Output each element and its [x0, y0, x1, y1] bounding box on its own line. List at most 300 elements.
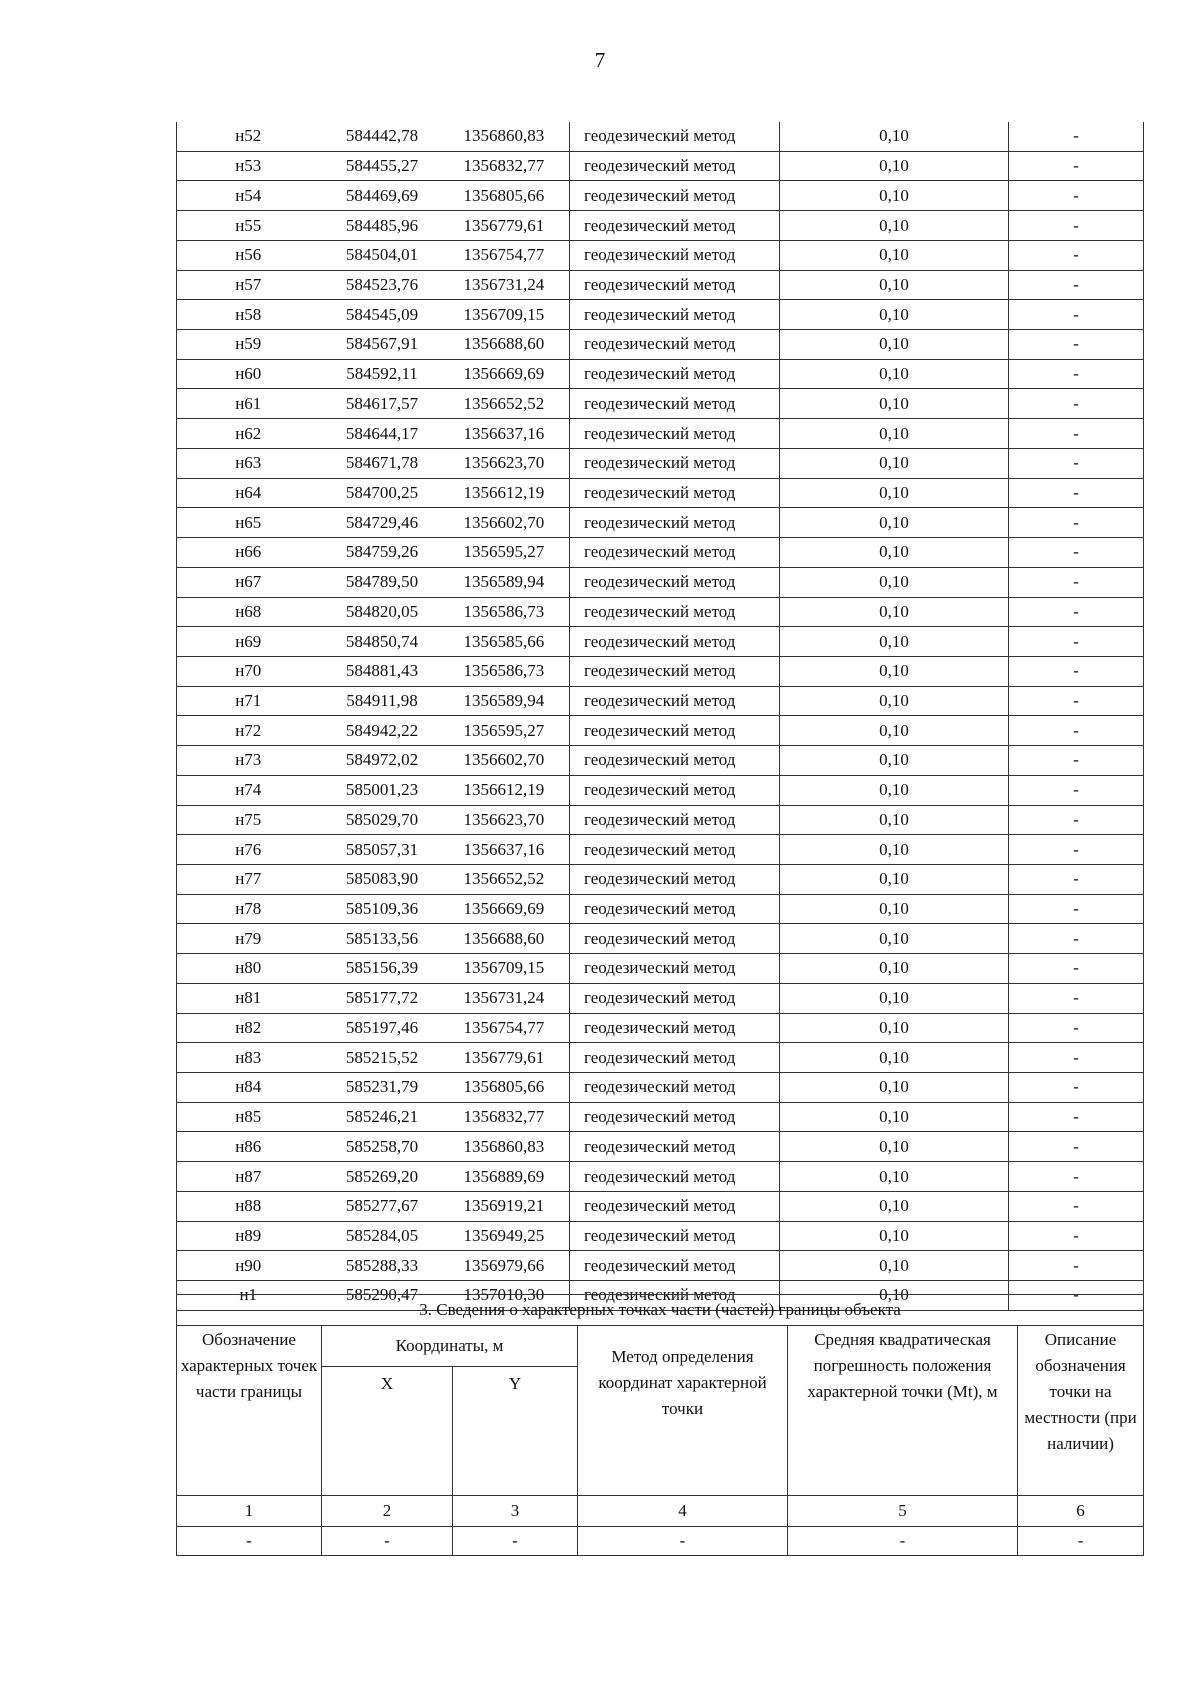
point-name: н58 — [177, 300, 320, 330]
table-row — [177, 864, 1144, 894]
description: - — [1009, 864, 1144, 894]
coord-x: 585177,72 — [320, 983, 445, 1013]
point-name: н64 — [177, 478, 320, 508]
error-mt: 0,10 — [780, 389, 1009, 419]
error-mt: 0,10 — [780, 122, 1009, 151]
coord-y: 1356602,70 — [445, 746, 570, 776]
table-row — [177, 1102, 1144, 1132]
table-row — [177, 716, 1144, 746]
method: геодезический метод — [570, 1162, 780, 1192]
description: - — [1009, 1102, 1144, 1132]
coord-y: 1356754,77 — [445, 240, 570, 270]
coord-y: 1356731,24 — [445, 270, 570, 300]
coord-y: 1356754,77 — [445, 1013, 570, 1043]
coord-x: 585133,56 — [320, 924, 445, 954]
coord-y: 1357010,30 — [445, 1281, 570, 1311]
point-name: н86 — [177, 1132, 320, 1162]
error-mt: 0,10 — [780, 805, 1009, 835]
point-name: н1 — [177, 1281, 320, 1311]
coord-x: 585156,39 — [320, 954, 445, 984]
description: - — [1009, 270, 1144, 300]
coord-y: 1356589,94 — [445, 567, 570, 597]
description: - — [1009, 1132, 1144, 1162]
description: - — [1009, 211, 1144, 241]
method: геодезический метод — [570, 211, 780, 241]
coord-y: 1356889,69 — [445, 1162, 570, 1192]
description: - — [1009, 538, 1144, 568]
table-row — [177, 330, 1144, 360]
point-name: н52 — [177, 122, 320, 151]
coord-y: 1356669,69 — [445, 359, 570, 389]
error-mt: 0,10 — [780, 1191, 1009, 1221]
coord-x: 585290,47 — [320, 1281, 445, 1311]
coordinates-table — [176, 122, 1144, 1311]
method: геодезический метод — [570, 1132, 780, 1162]
error-mt: 0,10 — [780, 567, 1009, 597]
description: - — [1009, 359, 1144, 389]
description: - — [1009, 924, 1144, 954]
coord-y: 1356585,66 — [445, 627, 570, 657]
method: геодезический метод — [570, 270, 780, 300]
column-number: 1 — [177, 1496, 322, 1527]
coord-x: 585197,46 — [320, 1013, 445, 1043]
coord-x: 584442,78 — [320, 122, 445, 151]
error-mt: 0,10 — [780, 894, 1009, 924]
method: геодезический метод — [570, 716, 780, 746]
point-name: н78 — [177, 894, 320, 924]
coord-x: 584455,27 — [320, 151, 445, 181]
coord-y: 1356612,19 — [445, 775, 570, 805]
coord-x: 585109,36 — [320, 894, 445, 924]
header-y: Y — [453, 1367, 578, 1496]
point-name: н84 — [177, 1073, 320, 1103]
coord-x: 584759,26 — [320, 538, 445, 568]
method: геодезический метод — [570, 300, 780, 330]
coord-x: 584700,25 — [320, 478, 445, 508]
method: геодезический метод — [570, 1251, 780, 1281]
coord-y: 1356595,27 — [445, 538, 570, 568]
empty-cell: - — [177, 1527, 322, 1556]
error-mt: 0,10 — [780, 538, 1009, 568]
empty-cell: - — [1018, 1527, 1144, 1556]
coord-y: 1356589,94 — [445, 686, 570, 716]
table-row — [177, 240, 1144, 270]
point-name: н81 — [177, 983, 320, 1013]
description: - — [1009, 122, 1144, 151]
coord-y: 1356949,25 — [445, 1221, 570, 1251]
description: - — [1009, 567, 1144, 597]
coord-x: 584729,46 — [320, 508, 445, 538]
coord-x: 584617,57 — [320, 389, 445, 419]
error-mt: 0,10 — [780, 775, 1009, 805]
coord-y: 1356919,21 — [445, 1191, 570, 1221]
table-row — [177, 894, 1144, 924]
method: геодезический метод — [570, 864, 780, 894]
coord-x: 584942,22 — [320, 716, 445, 746]
error-mt: 0,10 — [780, 419, 1009, 449]
coord-y: 1356688,60 — [445, 924, 570, 954]
table-row — [177, 151, 1144, 181]
point-name: н56 — [177, 240, 320, 270]
point-name: н66 — [177, 538, 320, 568]
point-name: н77 — [177, 864, 320, 894]
error-mt: 0,10 — [780, 330, 1009, 360]
coord-y: 1356652,52 — [445, 389, 570, 419]
empty-cell: - — [322, 1527, 453, 1556]
error-mt: 0,10 — [780, 1221, 1009, 1251]
table-row — [177, 1251, 1144, 1281]
method: геодезический метод — [570, 448, 780, 478]
coord-y: 1356623,70 — [445, 805, 570, 835]
method: геодезический метод — [570, 181, 780, 211]
error-mt: 0,10 — [780, 151, 1009, 181]
error-mt: 0,10 — [780, 983, 1009, 1013]
empty-cell: - — [578, 1527, 788, 1556]
method: геодезический метод — [570, 1013, 780, 1043]
point-name: н53 — [177, 151, 320, 181]
coord-x: 585083,90 — [320, 864, 445, 894]
coord-y: 1356669,69 — [445, 894, 570, 924]
coord-y: 1356832,77 — [445, 1102, 570, 1132]
coord-x: 584504,01 — [320, 240, 445, 270]
coord-x: 584850,74 — [320, 627, 445, 657]
point-name: н85 — [177, 1102, 320, 1132]
point-name: н75 — [177, 805, 320, 835]
method: геодезический метод — [570, 567, 780, 597]
table-row — [177, 448, 1144, 478]
description: - — [1009, 835, 1144, 865]
coord-y: 1356637,16 — [445, 835, 570, 865]
error-mt: 0,10 — [780, 448, 1009, 478]
error-mt: 0,10 — [780, 270, 1009, 300]
description: - — [1009, 1162, 1144, 1192]
description: - — [1009, 775, 1144, 805]
point-name: н79 — [177, 924, 320, 954]
coord-x: 584523,76 — [320, 270, 445, 300]
table-row — [177, 686, 1144, 716]
description: - — [1009, 954, 1144, 984]
coord-y: 1356709,15 — [445, 300, 570, 330]
point-name: н62 — [177, 419, 320, 449]
description: - — [1009, 597, 1144, 627]
coord-x: 584469,69 — [320, 181, 445, 211]
error-mt: 0,10 — [780, 864, 1009, 894]
coord-x: 584485,96 — [320, 211, 445, 241]
point-name: н61 — [177, 389, 320, 419]
table-row — [177, 300, 1144, 330]
header-x: X — [322, 1367, 453, 1496]
table-row — [177, 627, 1144, 657]
method: геодезический метод — [570, 389, 780, 419]
error-mt: 0,10 — [780, 1013, 1009, 1043]
coord-x: 585215,52 — [320, 1043, 445, 1073]
table-row — [177, 359, 1144, 389]
coord-x: 585001,23 — [320, 775, 445, 805]
coord-x: 585029,70 — [320, 805, 445, 835]
method: геодезический метод — [570, 1043, 780, 1073]
coord-y: 1356586,73 — [445, 597, 570, 627]
method: геодезический метод — [570, 924, 780, 954]
coord-y: 1356586,73 — [445, 656, 570, 686]
error-mt: 0,10 — [780, 1132, 1009, 1162]
error-mt: 0,10 — [780, 686, 1009, 716]
table-row — [177, 1043, 1144, 1073]
column-number: 4 — [578, 1496, 788, 1527]
table-row — [177, 1162, 1144, 1192]
coord-x: 585057,31 — [320, 835, 445, 865]
table-row — [177, 805, 1144, 835]
point-name: н68 — [177, 597, 320, 627]
error-mt: 0,10 — [780, 300, 1009, 330]
header-description: Описание обозначения точки на местности (при наличии) — [1018, 1326, 1144, 1496]
description: - — [1009, 508, 1144, 538]
coord-y: 1356595,27 — [445, 716, 570, 746]
table-row — [177, 1191, 1144, 1221]
section3-title: 3. Сведения о характерных точках части (частей) границы объекта — [177, 1295, 1144, 1326]
table-row — [177, 538, 1144, 568]
table-row — [177, 1221, 1144, 1251]
method: геодезический метод — [570, 686, 780, 716]
description: - — [1009, 656, 1144, 686]
point-name: н80 — [177, 954, 320, 984]
description: - — [1009, 330, 1144, 360]
coord-y: 1356779,61 — [445, 1043, 570, 1073]
method: геодезический метод — [570, 1102, 780, 1132]
description: - — [1009, 300, 1144, 330]
description: - — [1009, 1073, 1144, 1103]
coord-x: 584911,98 — [320, 686, 445, 716]
coord-y: 1356731,24 — [445, 983, 570, 1013]
method: геодезический метод — [570, 775, 780, 805]
coord-x: 584567,91 — [320, 330, 445, 360]
method: геодезический метод — [570, 478, 780, 508]
section3-table — [176, 1294, 1144, 1556]
coord-y: 1356979,66 — [445, 1251, 570, 1281]
point-name: н71 — [177, 686, 320, 716]
table-row — [177, 1132, 1144, 1162]
table-row — [177, 1013, 1144, 1043]
description: - — [1009, 894, 1144, 924]
header-error: Средняя квадратическая погрешность положения характерной точки (Mt), м — [788, 1326, 1018, 1496]
method: геодезический метод — [570, 330, 780, 360]
coord-y: 1356805,66 — [445, 181, 570, 211]
header-coordinates: Координаты, м — [322, 1326, 578, 1367]
error-mt: 0,10 — [780, 240, 1009, 270]
description: - — [1009, 151, 1144, 181]
table-row — [177, 508, 1144, 538]
method: геодезический метод — [570, 1221, 780, 1251]
coord-y: 1356779,61 — [445, 211, 570, 241]
error-mt: 0,10 — [780, 716, 1009, 746]
description: - — [1009, 805, 1144, 835]
header-designation: Обозначение характерных точек части границы — [177, 1326, 322, 1496]
description: - — [1009, 181, 1144, 211]
error-mt: 0,10 — [780, 181, 1009, 211]
coord-y: 1356805,66 — [445, 1073, 570, 1103]
error-mt: 0,10 — [780, 627, 1009, 657]
description: - — [1009, 1221, 1144, 1251]
method: геодезический метод — [570, 656, 780, 686]
empty-cell: - — [788, 1527, 1018, 1556]
point-name: н88 — [177, 1191, 320, 1221]
coord-x: 585231,79 — [320, 1073, 445, 1103]
error-mt: 0,10 — [780, 1251, 1009, 1281]
coord-y: 1356688,60 — [445, 330, 570, 360]
method: геодезический метод — [570, 835, 780, 865]
point-name: н59 — [177, 330, 320, 360]
column-number: 5 — [788, 1496, 1018, 1527]
description: - — [1009, 716, 1144, 746]
coord-y: 1356860,83 — [445, 122, 570, 151]
coord-x: 584644,17 — [320, 419, 445, 449]
error-mt: 0,10 — [780, 1102, 1009, 1132]
method: геодезический метод — [570, 805, 780, 835]
method: геодезический метод — [570, 1191, 780, 1221]
coord-x: 585288,33 — [320, 1251, 445, 1281]
description: - — [1009, 1281, 1144, 1311]
table-row — [177, 181, 1144, 211]
table-row — [177, 1073, 1144, 1103]
point-name: н57 — [177, 270, 320, 300]
method: геодезический метод — [570, 359, 780, 389]
method: геодезический метод — [570, 746, 780, 776]
point-name: н65 — [177, 508, 320, 538]
point-name: н63 — [177, 448, 320, 478]
table-row — [177, 597, 1144, 627]
error-mt: 0,10 — [780, 924, 1009, 954]
point-name: н89 — [177, 1221, 320, 1251]
header-method: Метод определения координат характерной точки — [578, 1326, 788, 1496]
coord-y: 1356623,70 — [445, 448, 570, 478]
page-number: 7 — [594, 48, 606, 72]
method: геодезический метод — [570, 983, 780, 1013]
point-name: н87 — [177, 1162, 320, 1192]
error-mt: 0,10 — [780, 597, 1009, 627]
description: - — [1009, 1043, 1144, 1073]
error-mt: 0,10 — [780, 1281, 1009, 1311]
point-name: н83 — [177, 1043, 320, 1073]
coord-y: 1356709,15 — [445, 954, 570, 984]
description: - — [1009, 478, 1144, 508]
error-mt: 0,10 — [780, 954, 1009, 984]
coord-y: 1356860,83 — [445, 1132, 570, 1162]
method: геодезический метод — [570, 419, 780, 449]
error-mt: 0,10 — [780, 1073, 1009, 1103]
coord-x: 585258,70 — [320, 1132, 445, 1162]
error-mt: 0,10 — [780, 656, 1009, 686]
coord-y: 1356832,77 — [445, 151, 570, 181]
description: - — [1009, 686, 1144, 716]
coord-x: 584820,05 — [320, 597, 445, 627]
method: геодезический метод — [570, 894, 780, 924]
point-name: н90 — [177, 1251, 320, 1281]
point-name: н73 — [177, 746, 320, 776]
method: геодезический метод — [570, 151, 780, 181]
description: - — [1009, 389, 1144, 419]
coord-x: 584789,50 — [320, 567, 445, 597]
error-mt: 0,10 — [780, 359, 1009, 389]
point-name: н74 — [177, 775, 320, 805]
description: - — [1009, 1013, 1144, 1043]
coordinates-table-body — [177, 122, 1144, 1310]
point-name: н60 — [177, 359, 320, 389]
description: - — [1009, 627, 1144, 657]
description: - — [1009, 983, 1144, 1013]
table-row — [177, 954, 1144, 984]
coord-x: 584671,78 — [320, 448, 445, 478]
description: - — [1009, 448, 1144, 478]
point-name: н69 — [177, 627, 320, 657]
method: геодезический метод — [570, 538, 780, 568]
point-name: н72 — [177, 716, 320, 746]
error-mt: 0,10 — [780, 508, 1009, 538]
coord-y: 1356637,16 — [445, 419, 570, 449]
method: геодезический метод — [570, 508, 780, 538]
coord-x: 585246,21 — [320, 1102, 445, 1132]
description: - — [1009, 1191, 1144, 1221]
coord-x: 585269,20 — [320, 1162, 445, 1192]
column-number: 3 — [453, 1496, 578, 1527]
table-row — [177, 983, 1144, 1013]
coord-x: 584881,43 — [320, 656, 445, 686]
coord-y: 1356602,70 — [445, 508, 570, 538]
error-mt: 0,10 — [780, 211, 1009, 241]
coord-x: 584592,11 — [320, 359, 445, 389]
point-name: н82 — [177, 1013, 320, 1043]
coord-x: 584545,09 — [320, 300, 445, 330]
point-name: н67 — [177, 567, 320, 597]
column-number: 2 — [322, 1496, 453, 1527]
coord-y: 1356612,19 — [445, 478, 570, 508]
method: геодезический метод — [570, 1073, 780, 1103]
point-name: н54 — [177, 181, 320, 211]
error-mt: 0,10 — [780, 1162, 1009, 1192]
table-row — [177, 835, 1144, 865]
table-row — [177, 211, 1144, 241]
method: геодезический метод — [570, 122, 780, 151]
error-mt: 0,10 — [780, 1043, 1009, 1073]
description: - — [1009, 240, 1144, 270]
table-row — [177, 656, 1144, 686]
point-name: н76 — [177, 835, 320, 865]
column-number: 6 — [1018, 1496, 1144, 1527]
table-row — [177, 419, 1144, 449]
error-mt: 0,10 — [780, 746, 1009, 776]
error-mt: 0,10 — [780, 478, 1009, 508]
point-name: н55 — [177, 211, 320, 241]
coord-y: 1356652,52 — [445, 864, 570, 894]
point-name: н70 — [177, 656, 320, 686]
table-row — [177, 478, 1144, 508]
error-mt: 0,10 — [780, 835, 1009, 865]
method: геодезический метод — [570, 597, 780, 627]
empty-cell: - — [453, 1527, 578, 1556]
coord-x: 585277,67 — [320, 1191, 445, 1221]
table-row — [177, 389, 1144, 419]
table-row — [177, 775, 1144, 805]
method: геодезический метод — [570, 240, 780, 270]
table-row — [177, 567, 1144, 597]
description: - — [1009, 1251, 1144, 1281]
description: - — [1009, 419, 1144, 449]
table-row — [177, 270, 1144, 300]
coord-x: 584972,02 — [320, 746, 445, 776]
coord-x: 585284,05 — [320, 1221, 445, 1251]
method: геодезический метод — [570, 627, 780, 657]
method: геодезический метод — [570, 954, 780, 984]
table-row — [177, 746, 1144, 776]
table-row — [177, 122, 1144, 151]
